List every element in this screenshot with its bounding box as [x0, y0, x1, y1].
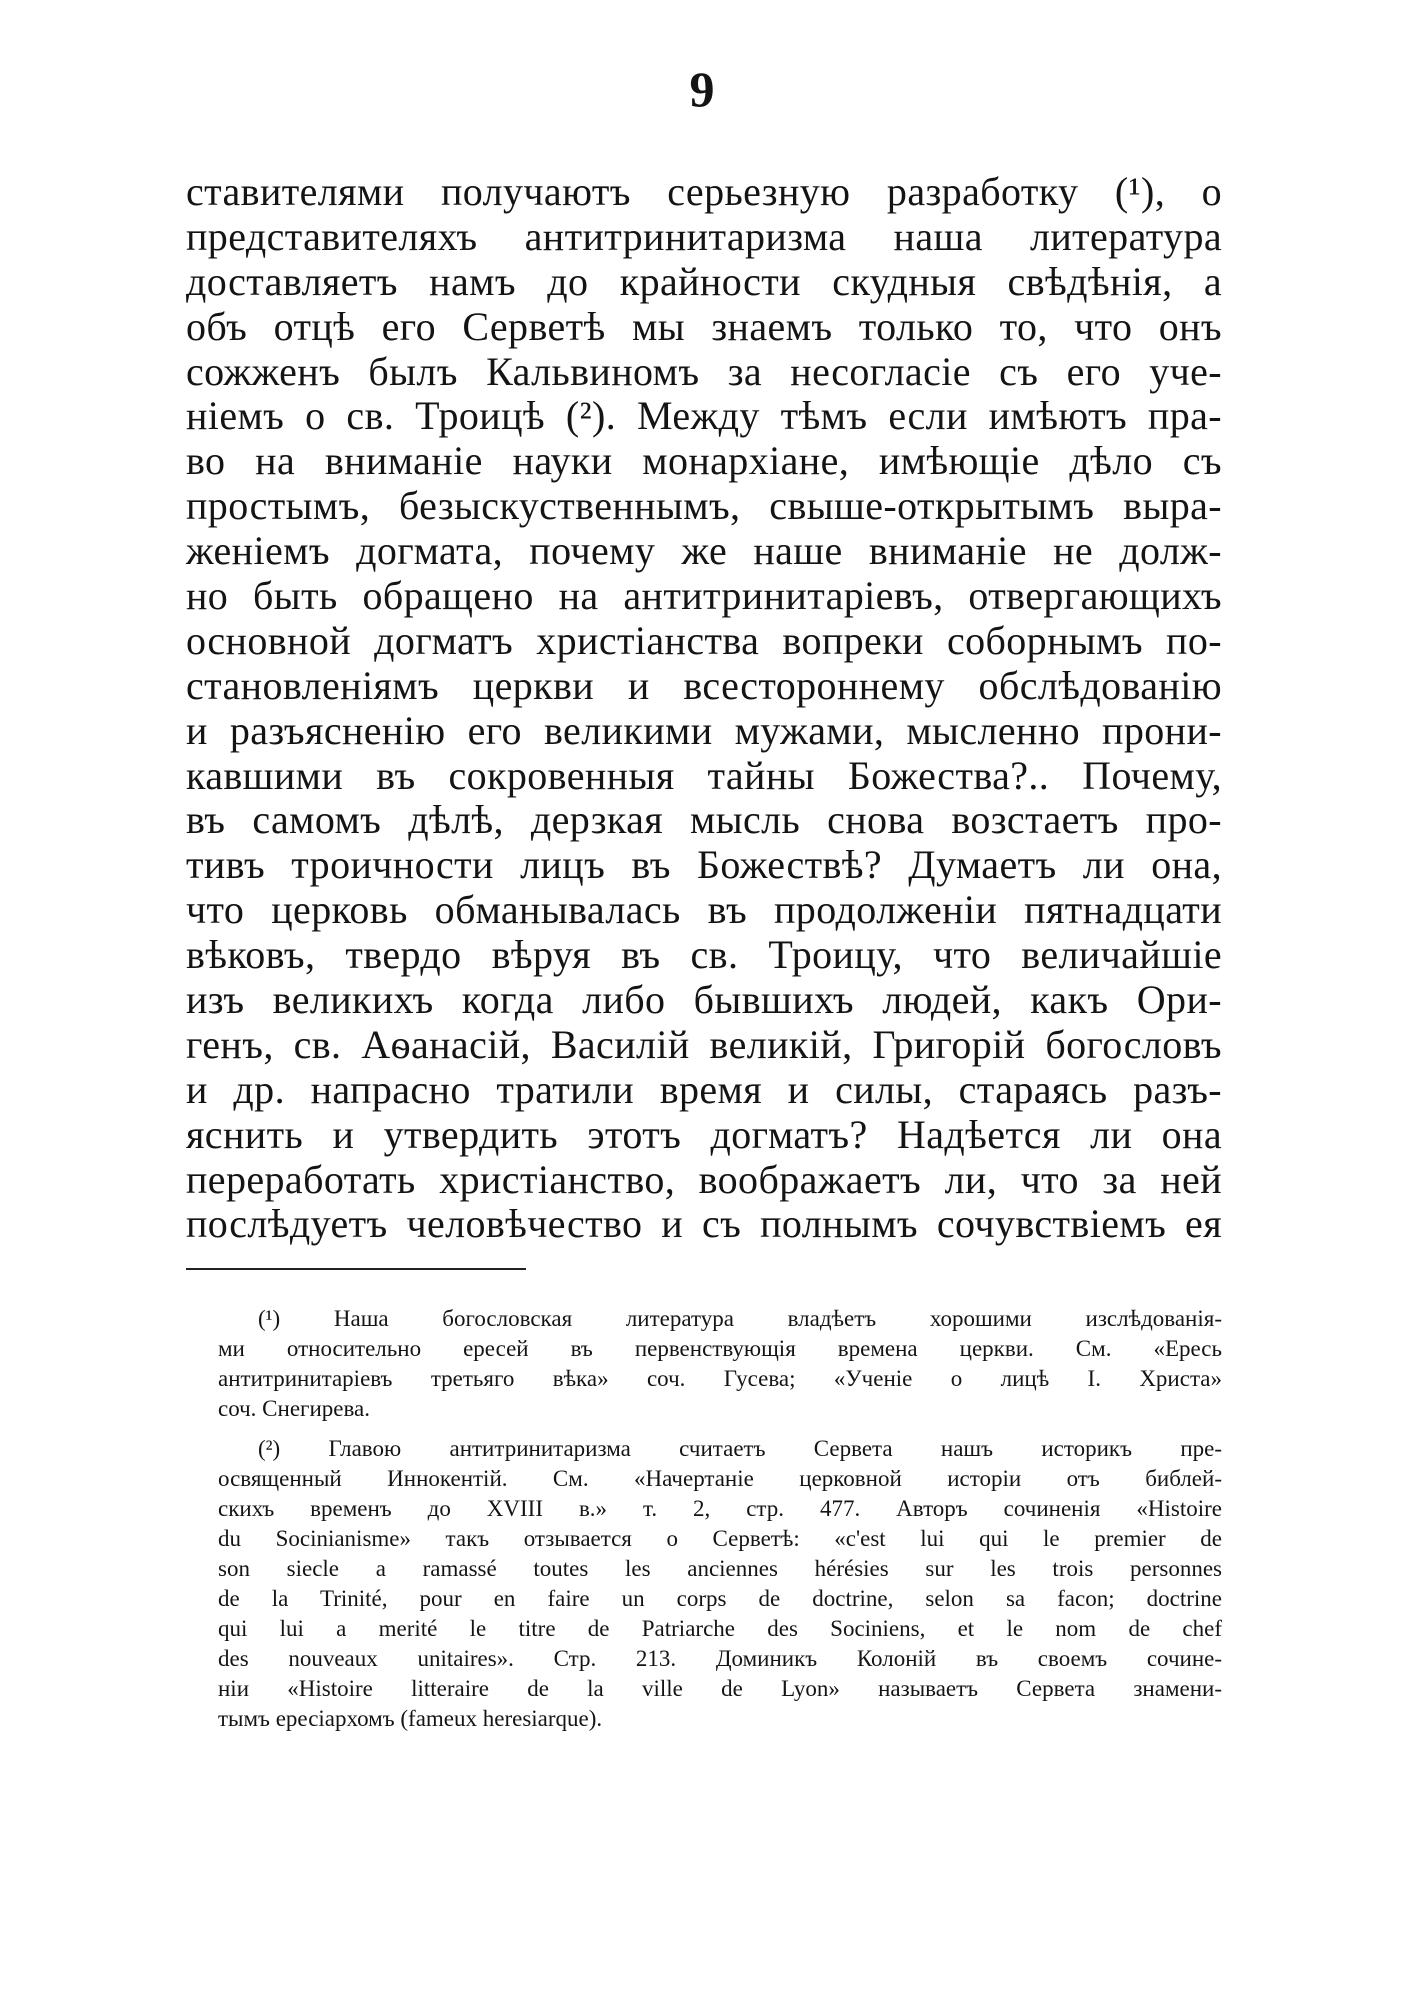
footnote-line: антитринитаріевъ третьяго вѣка» соч. Гусева; «Ученіе о лицѣ І. Христа» — [218, 1366, 1222, 1391]
body-line: простымъ, безыскуственнымъ, свыше-открытымъ выра- — [186, 483, 1222, 529]
footnote-line: (¹) Наша богословская литература владѣетъ хорошими изслѣдованія- — [258, 1306, 1222, 1331]
body-line: сожженъ былъ Кальвиномъ за несогласіе съ его уче- — [186, 348, 1222, 394]
body-line: яснить и утвердить этотъ догматъ? Надѣется ли она — [186, 1111, 1222, 1157]
footnote-line: скихъ временъ до XVIII в.» т. 2, стр. 477. Авторъ сочиненія «Histoire — [218, 1496, 1222, 1521]
footnote-line: ми относительно ересей въ первенствующія времена церкви. См. «Ересь — [218, 1336, 1222, 1361]
body-line: вѣковъ, твердо вѣруя въ св. Троицу, что величайшіе — [186, 932, 1222, 978]
footnote-line: des nouveaux unitaires». Стр. 213. Доминикъ Колоній въ своемъ сочине- — [218, 1646, 1222, 1671]
footnote-line: de la Trinité, pour en faire un corps de doctrine, selon sa facon; doctrine — [218, 1586, 1222, 1611]
body-line: въ самомъ дѣлѣ, дерзкая мысль снова возстаетъ про- — [186, 797, 1222, 843]
footnote-line: (²) Главою антитринитаризма считаетъ Сервета нашъ историкъ пре- — [258, 1436, 1222, 1461]
footnote-line: освященный Иннокентій. См. «Начертаніе церковной исторіи отъ библей- — [218, 1466, 1222, 1491]
footnote-line: соч. Снегирева. — [218, 1396, 371, 1421]
page-number: 9 — [689, 61, 715, 117]
footnotes — [218, 1304, 1222, 1744]
body-line: генъ, св. Аѳанасій, Василій великій, Григорій богословъ — [186, 1021, 1222, 1067]
body-line: переработать христіанство, воображаетъ ли, что за ней — [186, 1156, 1222, 1202]
body-line: и разъясненію его великими мужами, мысленно прони- — [186, 707, 1222, 753]
footnote-line: ніи «Histoire litteraire de la ville de Lyon» называетъ Сервета знамени- — [218, 1676, 1222, 1701]
body-line: ставителями получаютъ серьезную разработку (¹), о — [186, 169, 1222, 214]
body-line: и др. напрасно тратили время и силы, стараясь разъ- — [186, 1066, 1222, 1112]
footnote-2 — [218, 1434, 1222, 1734]
footnote-1 — [218, 1304, 1222, 1424]
body-line: послѣдуетъ человѣчество и съ полнымъ сочувствіемъ ея — [186, 1201, 1222, 1247]
body-line: во на вниманіе науки монархіане, имѣющіе дѣло съ — [186, 438, 1222, 484]
body-line: объ отцѣ его Серветѣ мы знаемъ только то, что онъ — [186, 303, 1222, 349]
body-line: ніемъ о св. Троицѣ (²). Между тѣмъ если имѣютъ пра- — [186, 393, 1222, 439]
body-line: тивъ троичности лицъ въ Божествѣ? Думаетъ ли она, — [186, 842, 1222, 888]
footnote-line: qui lui a merité le titre de Patriarche des Sociniens, et le nom de chef — [218, 1616, 1222, 1641]
footnote-separator — [186, 1268, 526, 1270]
body-line: кавшими въ сокровенныя тайны Божества?.. Почему, — [186, 752, 1222, 798]
footnote-line: son siecle a ramassé toutes les anciennes hérésies sur les trois personnes — [218, 1556, 1222, 1581]
body-line: женіемъ догмата, почему же наше вниманіе не долж- — [186, 528, 1222, 574]
body-line: изъ великихъ когда либо бывшихъ людей, какъ Ори- — [186, 977, 1222, 1023]
body-line: становленіямъ церкви и всестороннему обслѣдованію — [186, 662, 1222, 708]
body-line: основной догматъ христіанства вопреки соборнымъ по- — [186, 617, 1222, 663]
body-line: доставляетъ намъ до крайности скудныя свѣдѣнія, а — [186, 258, 1222, 304]
body-text — [186, 170, 1222, 1247]
footnote-line: тымъ ересіархомъ (fameux heresiarque). — [218, 1706, 603, 1731]
body-line: что церковь обманывалась въ продолженіи пятнадцати — [186, 887, 1222, 933]
body-line: но быть обращено на антитринитаріевъ, отвергающихъ — [186, 573, 1222, 619]
body-line: представителяхъ антитринитаризма наша литература — [186, 213, 1222, 259]
footnote-line: du Socinianisme» такъ отзывается о Серветѣ: «c'est lui qui le premier de — [218, 1526, 1222, 1551]
